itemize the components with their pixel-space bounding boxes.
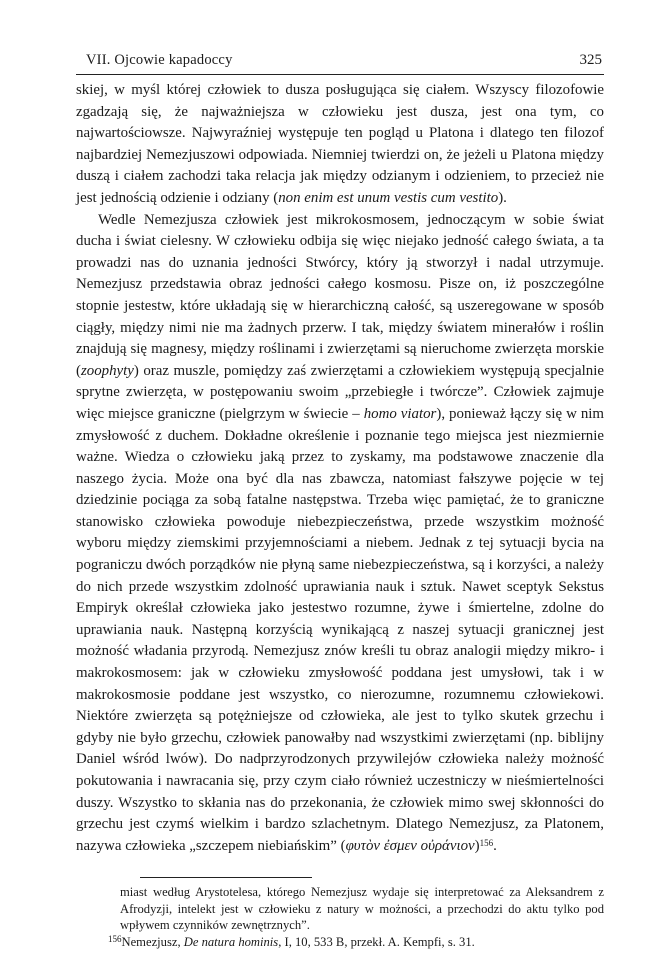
paragraph-1: skiej, w myśl której człowiek to dusza posługująca się ciałem. Wszyscy filozofowie zgadzają się, że najważniejsza w człowieku jest dusza, jest ona tym, co najwartościowsze. Najwyraźniej występuje ten pogląd u Platona i dlatego ten filozof najbardziej Nemezjuszowi odpowiada. Niemniej twierdzi on, że jeżeli u Platona między duszą i ciałem zachodzi taka relacja jak między odzianym i odzieniem, to przecież nie jest jednością odzienie i odziany (non enim est unum vestis cum vestito).: [76, 82, 604, 206]
paragraph-2: Wedle Nemezjusza człowiek jest mikrokosmosem, jednoczącym w sobie świat ducha i świat cielesny. W człowieku odbija się więc niejako jedność całego świata, a ta prowadzi nas do uznania jedności Stwórcy, który ją stworzył i nadal utrzymuje. Nemezjusz przedstawia obraz jedności całego kosmosu. Pisze on, iż poszczególne stopnie jestestw, które układają się w hierarchiczną całość, są uszeregowane w sposób ciągły, między nimi nie ma żadnych przerw. I tak, między światem minerałów i roślin znajdują się magnesy, między roślinami i zwierzętami są nieruchome zwierzęta morskie (zoophyty) oraz muszle, pomiędzy zaś zwierzętami a człowiekiem występują specjalnie sprytne zwierzęta, w postępowaniu swoim „przebiegłe i twórcze”. Człowiek zajmuje więc miejsce graniczne (pielgrzym w świecie – homo viator), ponieważ łączy się w nim zmysłowość z duchem. Dokładne określenie i poznanie tego miejsca jest niezmiernie ważne. Wiedza o człowieku jaką przez to zyskamy, ma podstawowe znaczenie dla naszego życia. Może ona być dla nas zbawcza, natomiast fałszywe pojęcie w tej dziedzinie pociąga za sobą fatalne następstwa. Trzeba więc pamiętać, że to graniczne stanowisko człowieka powoduje niebezpieczeństwa, przede wszystkim możność wyboru między ziemskimi przyjemnościami a niebem. Jednak z tej sytuacji bycia na pograniczu dwóch porządków nie płyną same niebezpieczeństwa, są i korzyści, a należy do nich przede wszystkim zdolność uprawiania nauk i sztuk. Nawet sceptyk Sekstus Empiryk określał człowieka jako jestestwo rozumne, żywe i śmiertelne, zdolne do uprawiania nauk. Następną korzyścią wynikającą z naszej sytuacji granicznej jest możność władania przyrodą. Nemezjusz znów kreśli tu obraz analogii między mikro- i makrokosmosem: jak w człowieku zmysłowość poddana jest umysłowi, tak i w makrokosmosie poddane jest wszystko, co nierozumne, rozumnemu człowiekowi. Niektóre zwierzęta są potężniejsze od człowieka, ale jest to tylko skutek grzechu i gdyby nie było grzechu, człowiek panowałby nad wszystkimi zwierzętami (np. biblijny Daniel wśród lwów). Do nadprzyrodzonych przywilejów człowieka należy możność pokutowania i nawracania się, przy czym ciało również uczestniczy w nieśmiertelności duszy. Wszystko to skłania nas do przekonania, że człowiek mimo swej skłonności do grzechu jest czymś wielkim i bardzo szlachetnym. Dlatego Nemezjusz, za Platonem, nazywa człowieka „szczepem niebiańskim” (φυτὸν ἐσμεν οὐράνιον)$^{156}$.: [76, 211, 604, 854]
greek-phrase: φυτὸν ἐσμεν οὐράνιον: [345, 837, 475, 854]
footnote-rule: [140, 877, 312, 878]
term-homo-viator: homo viator: [363, 405, 437, 422]
main-text: [76, 80, 604, 857]
chapter-title: VII. Ojcowie kapadoccy: [86, 52, 233, 68]
footnotes: [76, 884, 604, 951]
page-number: 325: [579, 52, 602, 68]
running-header: [76, 52, 604, 72]
footnote-156: $^{156}$Nemezjusz, De natura hominis, I, 10, 533 B, przekł. A. Kempfi, s. 31.: [108, 934, 475, 950]
footnote-number: 156: [108, 934, 122, 945]
footnote-marker: 156: [479, 837, 494, 848]
latin-phrase: non enim est unum vestis cum vestito: [278, 189, 499, 206]
footnote-continuation: miast według Arystotelesa, którego Nemezjusz wydaje się interpretować za Aleksandrem z Afrodyzji, intelekt jest w człowieku z natury w możności, a przechodzi do aktu tylko pod wpływem czynników zewnętrznych”.: [120, 885, 604, 933]
work-title: De natura hominis: [183, 935, 279, 950]
term-zoophyty: zoophyty: [80, 362, 134, 379]
header-rule: [76, 74, 604, 75]
